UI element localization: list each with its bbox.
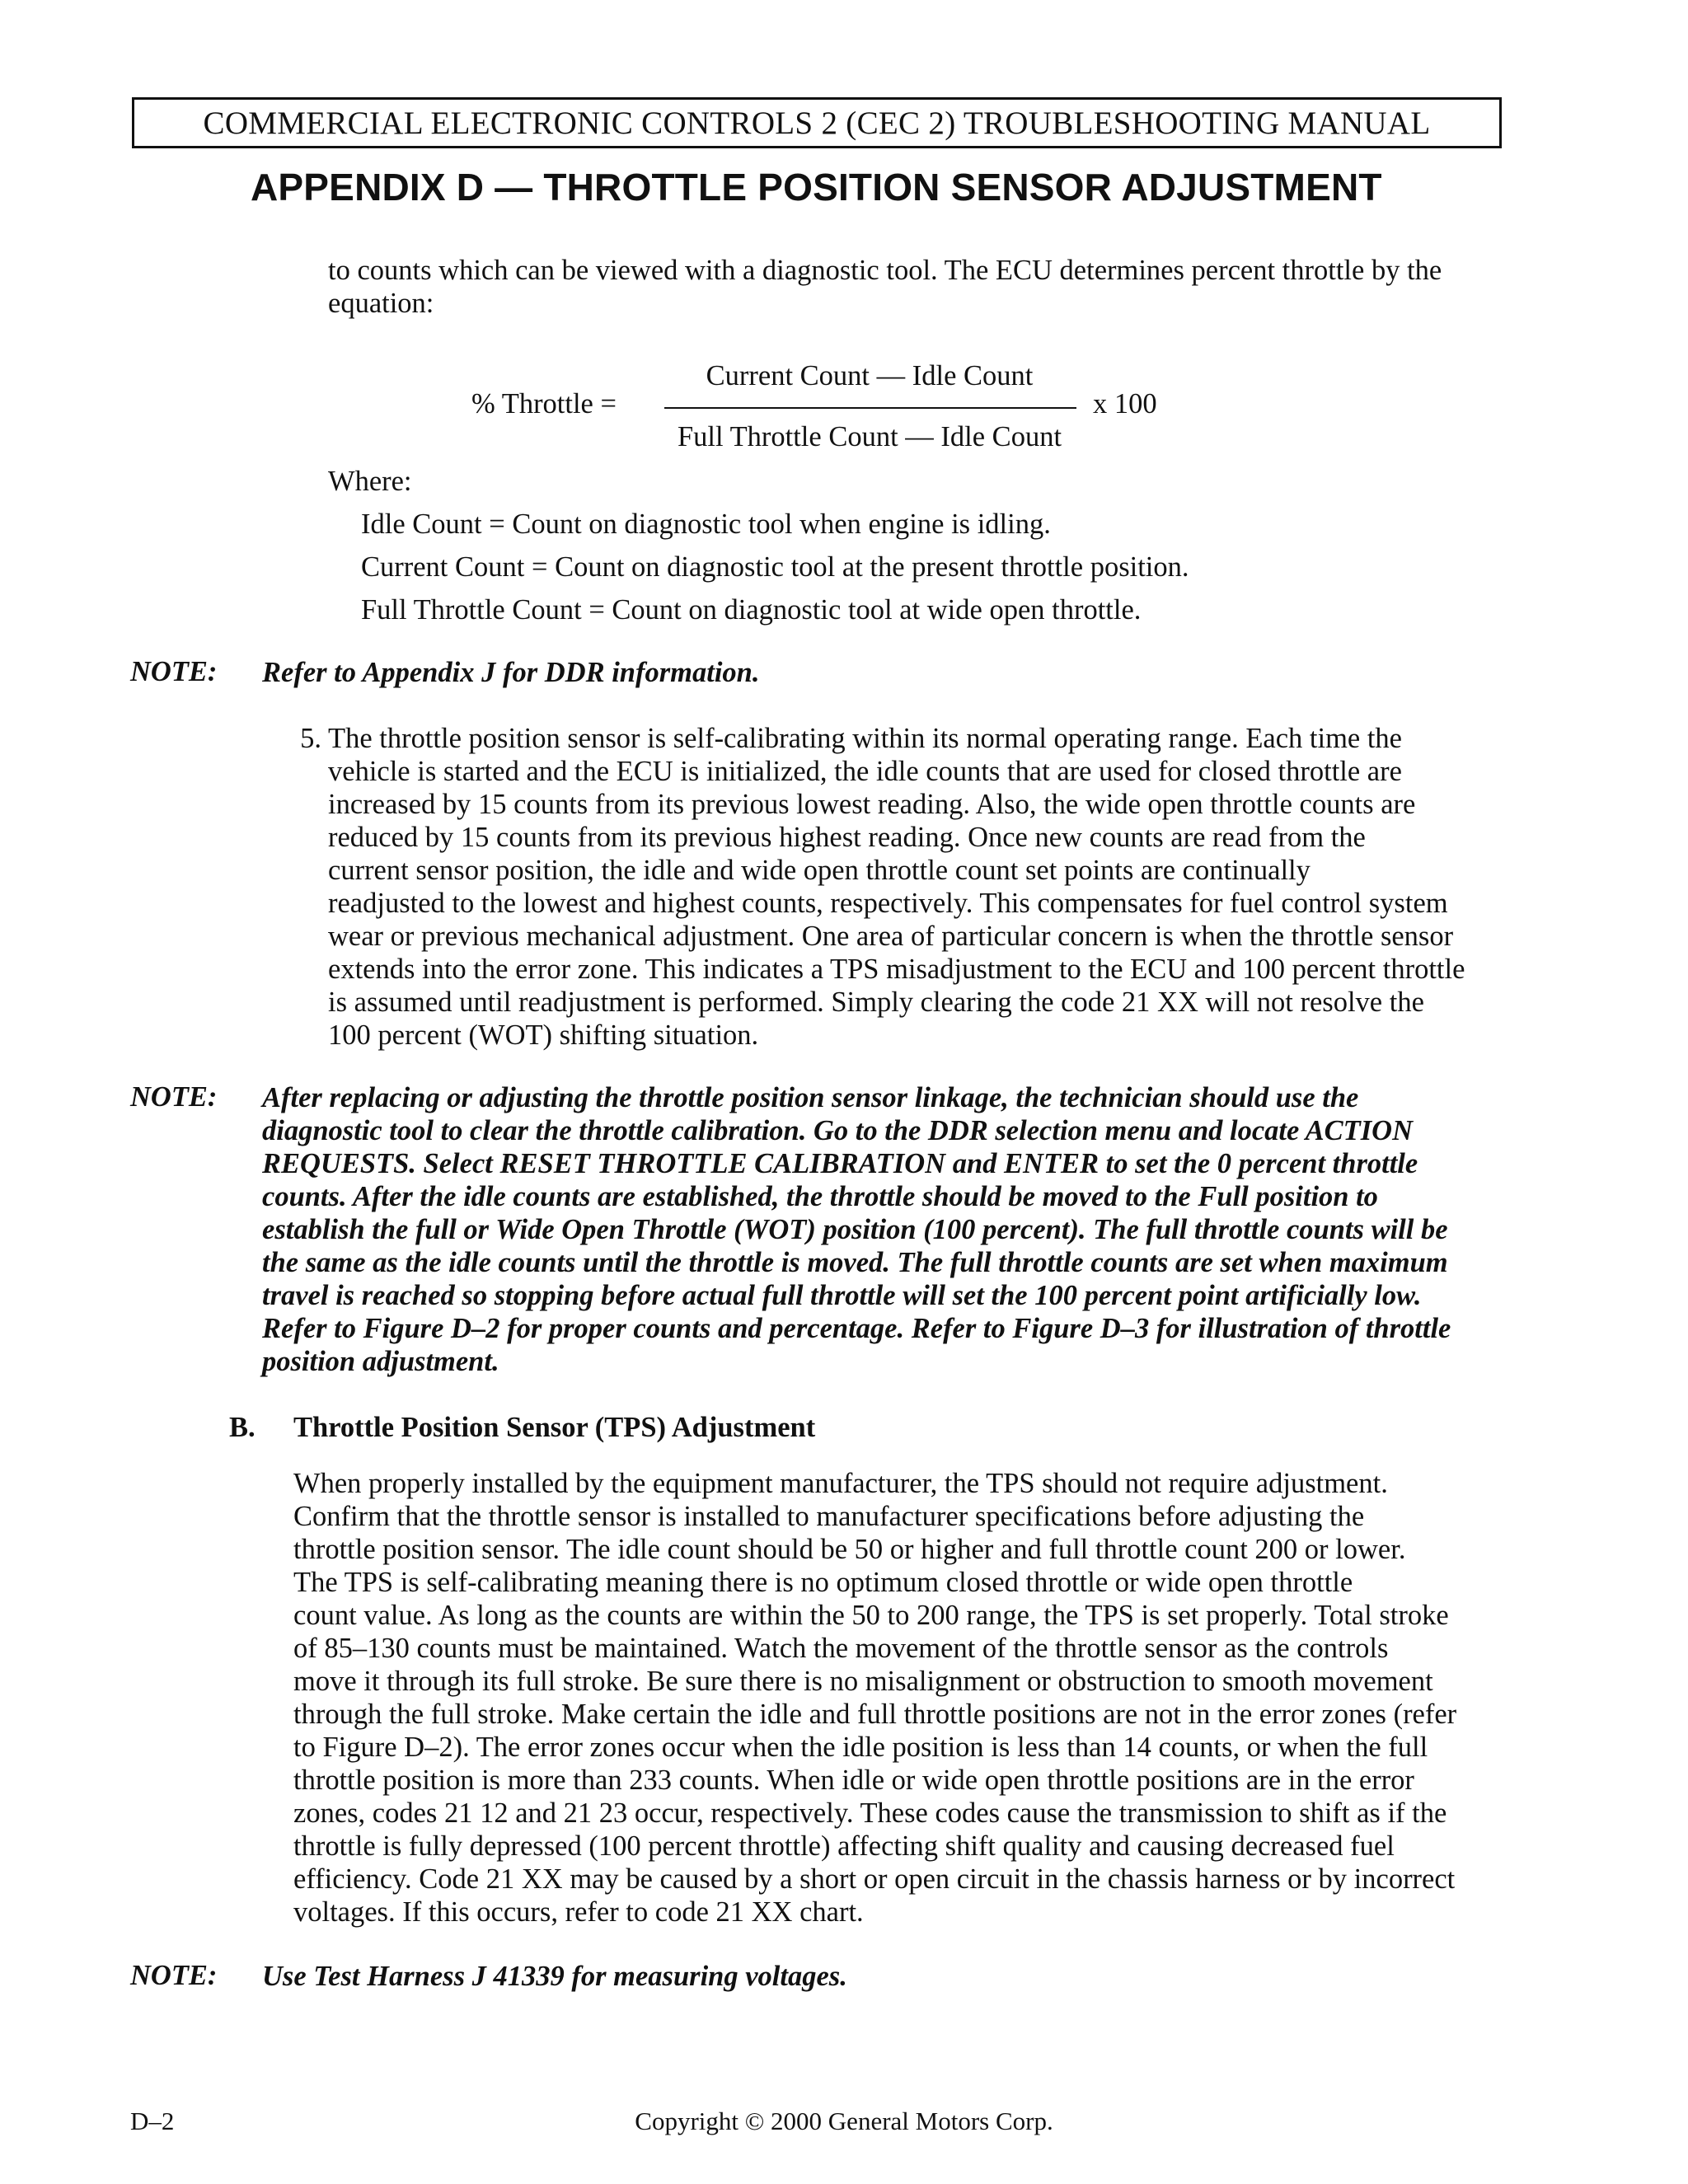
intro-line-1: to counts which can be viewed with a diagnostic tool. The ECU determines percent throttle by the bbox=[328, 255, 1442, 286]
text-line: zones, codes 21 12 and 21 23 occur, respectively. These codes cause the transmission to shift as if the bbox=[293, 1797, 1447, 1829]
note-label: NOTE: bbox=[130, 656, 218, 687]
text-line: efficiency. Code 21 XX may be caused by a short or open circuit in the chassis harness or by incorrect bbox=[293, 1863, 1456, 1895]
formula-numerator: Current Count — Idle Count bbox=[706, 360, 1034, 391]
text-line: When properly installed by the equipment manufacturer, the TPS should not require adjustment. bbox=[293, 1468, 1388, 1499]
text-line: diagnostic tool to clear the throttle calibration. Go to the DDR selection menu and locate ACTION bbox=[262, 1115, 1414, 1146]
text-line: the same as the idle counts until the throttle is moved. The full throttle counts are set when maximum bbox=[262, 1247, 1448, 1278]
formula-lhs: % Throttle = bbox=[471, 388, 617, 419]
text-line: REQUESTS. Select RESET THROTTLE CALIBRATION and ENTER to set the 0 percent throttle bbox=[262, 1148, 1418, 1179]
text-line: counts. After the idle counts are established, the throttle should be moved to the Full position to bbox=[262, 1181, 1378, 1212]
section-b-paragraph bbox=[293, 1467, 1522, 1929]
copyright: Copyright © 2000 General Motors Corp. bbox=[635, 2107, 1053, 2135]
text-line: establish the full or Wide Open Throttle (WOT) position (100 percent). The full throttle counts will be bbox=[262, 1214, 1448, 1245]
text-line: vehicle is started and the ECU is initialized, the idle counts that are used for closed throttle are bbox=[328, 756, 1402, 787]
text-line: extends into the error zone. This indicates a TPS misadjustment to the ECU and 100 percent throttle bbox=[328, 954, 1465, 985]
text-line: readjusted to the lowest and highest counts, respectively. This compensates for fuel control system bbox=[328, 888, 1448, 919]
text-line: through the full stroke. Make certain the idle and full throttle positions are not in the error zones (refer bbox=[293, 1699, 1457, 1730]
note-text: Refer to Appendix J for DDR information. bbox=[262, 657, 760, 688]
note-label: NOTE: bbox=[130, 1081, 218, 1113]
text-line: wear or previous mechanical adjustment. One area of particular concern is when the throttle sensor bbox=[328, 921, 1454, 952]
text-line: Confirm that the throttle sensor is installed to manufacturer specifications before adjusting the bbox=[293, 1501, 1365, 1532]
formula-multiplier: x 100 bbox=[1093, 388, 1157, 419]
text-line: position adjustment. bbox=[262, 1346, 499, 1377]
manual-title: COMMERCIAL ELECTRONIC CONTROLS 2 (CEC 2) TROUBLESHOOTING MANUAL bbox=[203, 105, 1431, 141]
text-line: throttle position sensor. The idle count should be 50 or higher and full throttle count 200 or lower. bbox=[293, 1534, 1406, 1565]
text-line: After replacing or adjusting the throttle position sensor linkage, the technician should use the bbox=[262, 1082, 1359, 1113]
text-line: Refer to Figure D–2 for proper counts and percentage. Refer to Figure D–3 for illustration of throttle bbox=[262, 1313, 1451, 1344]
appendix-title: APPENDIX D — THROTTLE POSITION SENSOR ADJUSTMENT bbox=[251, 166, 1382, 209]
text-line: 100 percent (WOT) shifting situation. bbox=[328, 1019, 759, 1051]
step-number: 5. bbox=[300, 723, 321, 754]
text-line: voltages. If this occurs, refer to code 21 XX chart. bbox=[293, 1896, 864, 1928]
note-text: Use Test Harness J 41339 for measuring voltages. bbox=[262, 1961, 847, 1992]
text-line: current sensor position, the idle and wide open throttle count set points are continually bbox=[328, 855, 1311, 886]
text-line: travel is reached so stopping before actual full throttle will set the 100 percent point artificially low. bbox=[262, 1280, 1422, 1311]
text-line: move it through its full stroke. Be sure there is no misalignment or obstruction to smooth movement bbox=[293, 1666, 1433, 1697]
text-line: of 85–130 counts must be maintained. Watch the movement of the throttle sensor as the controls bbox=[293, 1633, 1389, 1664]
formula-denominator: Full Throttle Count — Idle Count bbox=[677, 421, 1062, 452]
formula-fraction-bar bbox=[664, 407, 1076, 409]
where-def-idle: Idle Count = Count on diagnostic tool when engine is idling. bbox=[361, 509, 1051, 540]
text-line: reduced by 15 counts from its previous highest reading. Once new counts are read from the bbox=[328, 822, 1366, 853]
note-paragraph bbox=[262, 1081, 1515, 1378]
text-line: throttle position is more than 233 counts. When idle or wide open throttle positions are in the error bbox=[293, 1765, 1414, 1796]
manual-header bbox=[132, 97, 1502, 148]
text-line: to Figure D–2). The error zones occur when the idle position is less than 14 counts, or when the full bbox=[293, 1732, 1428, 1763]
section-heading: Throttle Position Sensor (TPS) Adjustment bbox=[293, 1412, 816, 1443]
text-line: The throttle position sensor is self-calibrating within its normal operating range. Each time the bbox=[328, 723, 1402, 754]
page-number: D–2 bbox=[130, 2107, 175, 2135]
text-line: is assumed until readjustment is performed. Simply clearing the code 21 XX will not resolve the bbox=[328, 987, 1424, 1018]
text-line: count value. As long as the counts are within the 50 to 200 range, the TPS is set properly. Total stroke bbox=[293, 1600, 1449, 1631]
text-line: The TPS is self-calibrating meaning there is no optimum closed throttle or wide open throttle bbox=[293, 1567, 1353, 1598]
where-def-full: Full Throttle Count = Count on diagnostic tool at wide open throttle. bbox=[361, 594, 1142, 626]
intro-line-2: equation: bbox=[328, 288, 434, 319]
text-line: throttle is fully depressed (100 percent throttle) affecting shift quality and causing decreased fuel bbox=[293, 1830, 1395, 1862]
step-5-paragraph bbox=[328, 722, 1523, 1052]
text-line: increased by 15 counts from its previous lowest reading. Also, the wide open throttle counts are bbox=[328, 789, 1416, 820]
section-letter: B. bbox=[229, 1412, 256, 1443]
note-label: NOTE: bbox=[130, 1960, 218, 1991]
where-def-current: Current Count = Count on diagnostic tool at the present throttle position. bbox=[361, 551, 1189, 583]
where-label: Where: bbox=[328, 466, 412, 497]
